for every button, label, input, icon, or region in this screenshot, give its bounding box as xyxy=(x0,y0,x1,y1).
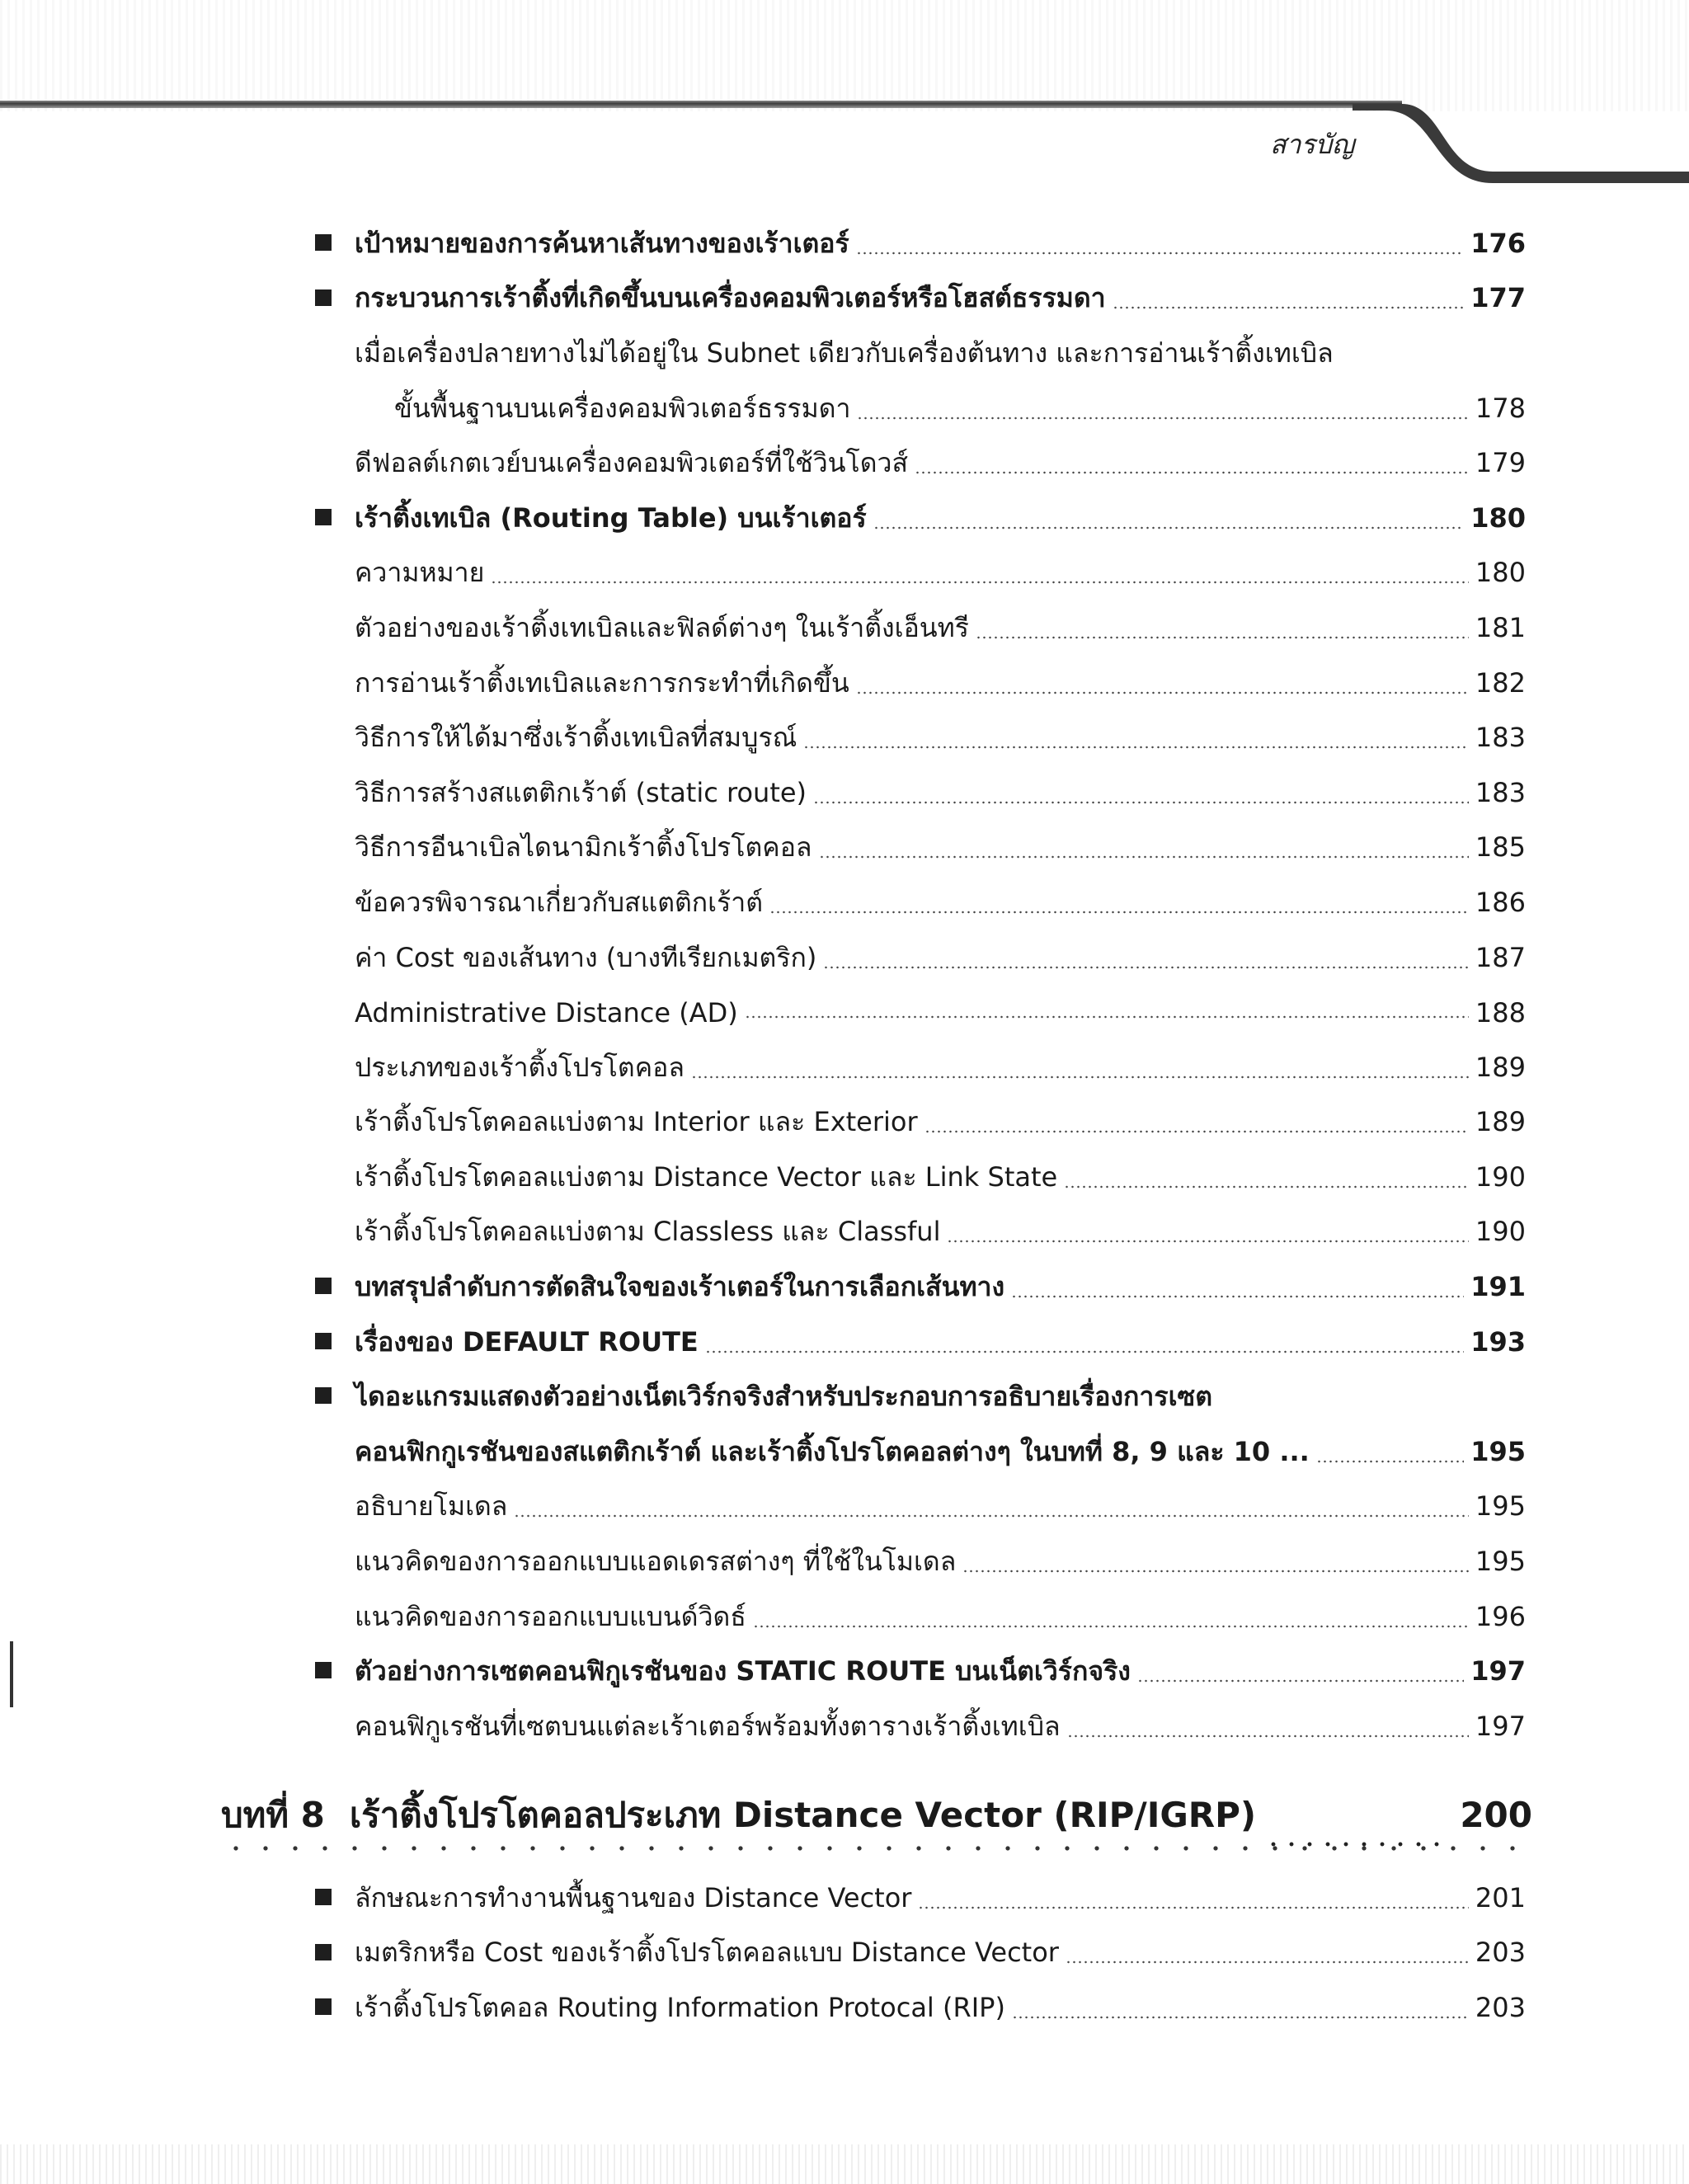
toc-entry-text: ข้อควรพิจารณาเกี่ยวกับสแตติกเร้าต์ xyxy=(355,886,763,918)
toc-entry-page: 185 xyxy=(1475,831,1526,864)
scan-noise-top xyxy=(0,0,1689,111)
toc-entry[interactable] xyxy=(305,1980,1526,2036)
toc-entry-page: 197 xyxy=(1475,1710,1526,1742)
toc-entry[interactable] xyxy=(305,930,1526,986)
toc-entry-text: ดีฟอลต์เกตเวย์บนเครื่องคอมพิวเตอร์ที่ใช้วินโดวส์ xyxy=(355,447,909,479)
toc-entry-page: 176 xyxy=(1470,227,1526,259)
toc-entry-page: 195 xyxy=(1475,1490,1526,1523)
bullet-square-icon xyxy=(315,1278,332,1294)
bullet-square-icon xyxy=(315,1889,332,1905)
leader-dots xyxy=(819,855,1469,859)
toc-entry[interactable] xyxy=(305,1589,1526,1645)
leader-dots xyxy=(1064,1185,1469,1188)
toc-entry[interactable] xyxy=(305,1644,1526,1699)
toc-entry-text: ไดอะแกรมแสดงตัวอย่างเน็ตเวิร์กจริงสำหรับประกอบการอธิบายเรื่องการเซต xyxy=(355,1381,1212,1413)
toc-entry-text: วิธีการอีนาเบิลไดนามิกเร้าติ้งโปรโตคอล xyxy=(355,831,812,864)
toc-entry[interactable] xyxy=(305,1259,1526,1315)
leader-dots xyxy=(856,252,1465,255)
scan-noise-bottom xyxy=(0,2144,1689,2184)
bullet-square-icon xyxy=(315,1944,332,1960)
bullet-square-icon xyxy=(315,1387,332,1404)
toc-entry-page: 187 xyxy=(1475,941,1526,973)
leader-dots xyxy=(915,471,1469,474)
leader-dots xyxy=(1316,1460,1464,1463)
toc-entry-text: ประเภทของเร้าติ้งโปรโตคอล xyxy=(355,1051,685,1083)
leader-dots xyxy=(769,911,1469,914)
leader-dots xyxy=(1011,1295,1464,1298)
toc-entry-page: 195 xyxy=(1470,1435,1526,1467)
toc-entry-text: บทสรุปลำดับการตัดสินใจของเร้าเตอร์ในการเลือกเส้นทาง xyxy=(355,1271,1005,1303)
leader-dots xyxy=(857,417,1468,420)
bullet-square-icon xyxy=(315,1662,332,1678)
toc-entry-page: 201 xyxy=(1475,1881,1526,1913)
toc-entry-text: แนวคิดของการออกแบบแบนด์วิดธ์ xyxy=(355,1600,746,1632)
leader-dots xyxy=(705,1350,1464,1353)
toc-entry-page: 190 xyxy=(1475,1160,1526,1193)
toc-entry-page: 193 xyxy=(1470,1325,1526,1358)
header-rule xyxy=(0,101,1402,108)
toc-entry-page: 183 xyxy=(1475,722,1526,754)
toc-entry-text: คอนฟิกกูเรชันของสแตติกเร้าต์ และเร้าติ้งโปรโตคอลต่างๆ ในบทที่ 8, 9 และ 10 ... xyxy=(355,1435,1310,1467)
toc-entry-text: เร้าติ้งโปรโตคอลแบ่งตาม Distance Vector และ Link State xyxy=(355,1160,1058,1193)
margin-mark xyxy=(10,1641,13,1707)
chapter-page: 200 xyxy=(1460,1795,1532,1835)
toc-entry[interactable] xyxy=(305,1871,1526,1926)
leader-dots xyxy=(491,581,1469,584)
bullet-square-icon xyxy=(315,509,332,525)
toc-entry[interactable] xyxy=(305,326,1526,381)
leader-dots xyxy=(947,1240,1468,1243)
leader-dots xyxy=(1012,2016,1469,2019)
toc-entry-text: เมตริกหรือ Cost ของเร้าติ้งโปรโตคอลแบบ Distance Vector xyxy=(355,1937,1059,1969)
toc-entry[interactable] xyxy=(305,1534,1526,1589)
toc-entry[interactable] xyxy=(305,821,1526,876)
toc-entry-text: เป้าหมายของการค้นหาเส้นทางของเร้าเตอร์ xyxy=(355,227,849,259)
toc-entry-page: 181 xyxy=(1475,611,1526,643)
bullet-square-icon xyxy=(315,289,332,306)
toc-entry-page: 186 xyxy=(1475,886,1526,918)
toc-entry-page: 197 xyxy=(1470,1655,1526,1687)
leader-dots xyxy=(745,1015,1469,1019)
leader-dots xyxy=(1066,1960,1469,1964)
toc-entry-text: เร้าติ้งเทเบิล (Routing Table) บนเร้าเตอร์ xyxy=(355,501,867,534)
toc-entry-page: 189 xyxy=(1475,1106,1526,1138)
bullet-square-icon xyxy=(315,234,332,251)
toc-entry-text: วิธีการสร้างสแตติกเร้าต์ (static route) xyxy=(355,776,807,808)
toc-entry-page: 190 xyxy=(1475,1216,1526,1248)
leader-dots xyxy=(1113,306,1465,309)
toc-entry-text: วิธีการให้ได้มาซึ่งเร้าติ้งเทเบิลที่สมบูรณ์ xyxy=(355,722,797,754)
toc-list-1 xyxy=(305,216,1526,1754)
toc-entry-text: คอนฟิกูเรชันที่เซตบนแต่ละเร้าเตอร์พร้อมทั้งตารางเร้าติ้งเทเบิล xyxy=(355,1710,1061,1742)
toc-entry-text: เมื่อเครื่องปลายทางไม่ได้อยู่ใน Subnet เดียวกับเครื่องต้นทาง และการอ่านเร้าติ้งเทเบิล xyxy=(355,337,1334,369)
toc-entry[interactable] xyxy=(305,1926,1526,1981)
leader-dots xyxy=(514,1514,1469,1518)
toc-entry-page: 180 xyxy=(1470,501,1526,534)
leader-dots xyxy=(962,1570,1469,1573)
toc-entry-page: 203 xyxy=(1475,1991,1526,2023)
toc-entry[interactable] xyxy=(305,1699,1526,1754)
toc-entry[interactable] xyxy=(305,985,1526,1040)
toc-entry[interactable] xyxy=(305,656,1526,711)
toc-entry[interactable] xyxy=(305,546,1526,601)
toc-entry[interactable] xyxy=(305,710,1526,765)
toc-entry-page: 179 xyxy=(1475,447,1526,479)
bullet-square-icon xyxy=(315,1998,332,2015)
leader-dots xyxy=(873,526,1465,530)
toc-entry-text: ความหมาย xyxy=(355,557,485,589)
toc-entry-page: 203 xyxy=(1475,1937,1526,1969)
toc-entry-page: 195 xyxy=(1475,1546,1526,1578)
leader-dots xyxy=(856,691,1469,694)
toc-entry-page: 188 xyxy=(1475,996,1526,1028)
toc-entry[interactable] xyxy=(305,491,1526,546)
toc-entry[interactable] xyxy=(305,216,1526,271)
toc-entry[interactable] xyxy=(305,1150,1526,1205)
leader-dots xyxy=(976,636,1469,639)
toc-entry-text: เรื่องของ DEFAULT ROUTE xyxy=(355,1325,699,1358)
toc-entry-text: การอ่านเร้าติ้งเทเบิลและการกระทำที่เกิดขึ้น xyxy=(355,666,849,699)
toc-entry-text: เร้าติ้งโปรโตคอล Routing Information Protocal (RIP) xyxy=(355,1991,1005,2023)
toc-entry-page: 189 xyxy=(1475,1051,1526,1083)
leader-dots xyxy=(918,1906,1468,1909)
toc-entry-page: 196 xyxy=(1475,1600,1526,1632)
toc-entry[interactable] xyxy=(305,600,1526,656)
toc-entry-page: 178 xyxy=(1475,392,1526,424)
toc-entry-page: 177 xyxy=(1470,282,1526,314)
toc-entry-page: 180 xyxy=(1475,557,1526,589)
leader-dots xyxy=(924,1130,1469,1133)
toc-entry[interactable] xyxy=(305,1315,1526,1370)
toc-entry-text: ตัวอย่างของเร้าติ้งเทเบิลและฟิลด์ต่างๆ ในเร้าติ้งเอ็นทรี xyxy=(355,611,969,643)
toc-entry-page: 182 xyxy=(1475,666,1526,699)
toc-entry[interactable] xyxy=(305,1095,1526,1151)
leader-dots xyxy=(691,1076,1469,1079)
toc-entry-text: ตัวอย่างการเซตคอนฟิกูเรชันของ STATIC ROUTE บนเน็ตเวิร์กจริง xyxy=(355,1655,1131,1687)
toc-list-2 xyxy=(305,1871,1526,2036)
toc-entry[interactable] xyxy=(305,1424,1526,1480)
toc-entry-text: อธิบายโมเดล xyxy=(355,1490,508,1523)
chapter-number: บทที่ 8 xyxy=(221,1795,325,1835)
header-label: สารบัญ xyxy=(1270,129,1355,160)
toc-entry-text: เร้าติ้งโปรโตคอลแบ่งตาม Interior และ Exterior xyxy=(355,1106,918,1138)
leader-dots xyxy=(753,1625,1469,1628)
chapter-title: เร้าติ้งโปรโตคอลประเภท Distance Vector (RIP/IGRP) xyxy=(349,1795,1257,1835)
toc-entry[interactable] xyxy=(305,765,1526,821)
toc-entry-text: แนวคิดของการออกแบบแอดเดรสต่างๆ ที่ใช้ในโมเดล xyxy=(355,1546,957,1578)
leader-dots xyxy=(1067,1734,1469,1738)
toc-entry-text: ขั้นพื้นฐานบนเครื่องคอมพิวเตอร์ธรรมดา xyxy=(394,392,851,424)
toc-entry-text: กระบวนการเร้าติ้งที่เกิดขึ้นบนเครื่องคอมพิวเตอร์หรือโฮสต์ธรรมดา xyxy=(355,282,1106,314)
toc-entry-page: 191 xyxy=(1470,1271,1526,1303)
leader-dots xyxy=(823,966,1469,969)
toc-entry[interactable] xyxy=(305,1040,1526,1095)
header-tab-shape xyxy=(1353,97,1689,188)
bullet-square-icon xyxy=(315,1333,332,1349)
leader-dots xyxy=(813,801,1469,804)
toc-entry-text: เร้าติ้งโปรโตคอลแบ่งตาม Classless และ Classful xyxy=(355,1216,941,1248)
toc-entry[interactable] xyxy=(305,381,1526,436)
toc-entry-page: 183 xyxy=(1475,776,1526,808)
toc-entry[interactable] xyxy=(305,1369,1526,1424)
toc-entry[interactable] xyxy=(305,1480,1526,1535)
toc-entry[interactable] xyxy=(305,271,1526,327)
leader-dots xyxy=(1137,1679,1464,1683)
leader-dots xyxy=(803,746,1469,749)
toc-entry[interactable] xyxy=(305,1205,1526,1260)
chapter-underline-dots xyxy=(221,1844,1532,1852)
toc-entry[interactable] xyxy=(305,435,1526,491)
toc-entry[interactable] xyxy=(305,875,1526,930)
toc-entry-text: ลักษณะการทำงานพื้นฐานของ Distance Vector xyxy=(355,1881,912,1913)
toc-entry-text: Administrative Distance (AD) xyxy=(355,996,738,1028)
toc-entry-text: ค่า Cost ของเส้นทาง (บางทีเรียกเมตริก) xyxy=(355,941,817,973)
